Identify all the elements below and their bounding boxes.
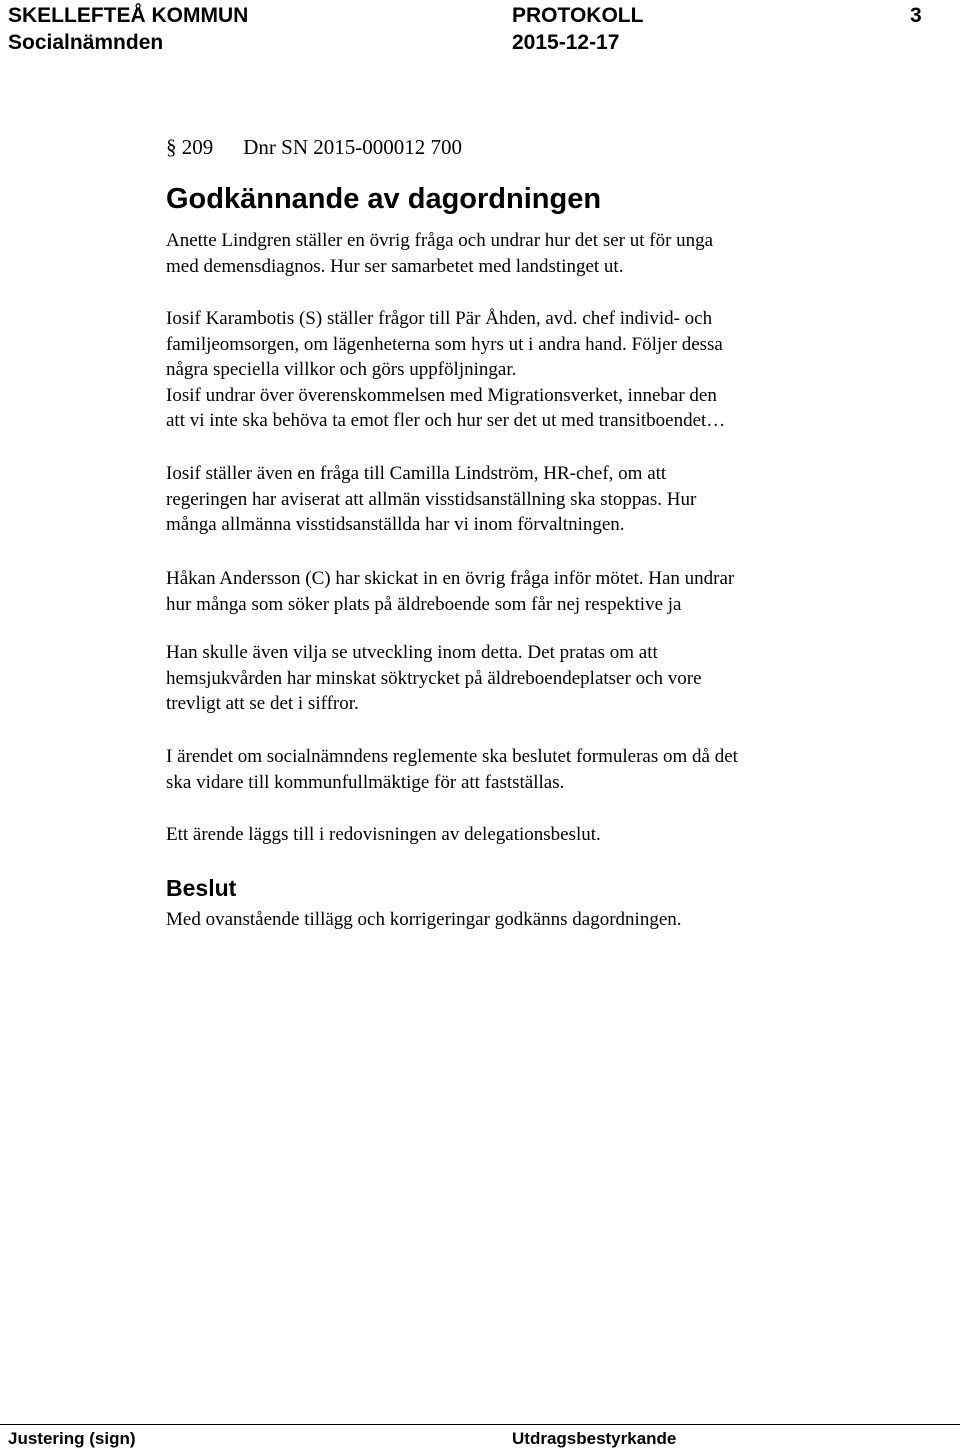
text-line: regeringen har aviserat att allmän visstidsanställning ska stoppas. Hur [166, 488, 697, 510]
footer-divider [0, 1424, 960, 1425]
paragraph-5 [166, 640, 866, 717]
text-line: Han skulle även vilja se utveckling inom detta. Det pratas om att [166, 642, 658, 663]
document-type: PROTOKOLL [512, 4, 644, 27]
page-number: 3 [910, 4, 922, 27]
text-line: hemsjukvården har minskat söktrycket på äldreboendeplatser och vore [166, 667, 702, 689]
text-line: att vi inte ska behöva ta emot fler och hur ser det ut med transitboendet… [166, 410, 726, 432]
justering-signature-label: Justering (sign) [8, 1429, 136, 1448]
meeting-date: 2015-12-17 [512, 31, 620, 54]
text-line: Iosif ställer även en fråga till Camilla Lindström, HR-chef, om att [166, 463, 667, 484]
paragraph-3 [166, 461, 866, 538]
decision-heading: Beslut [166, 875, 237, 901]
text-line: hur många som söker plats på äldreboende som får nej respektive ja [166, 593, 682, 615]
text-line: Ett ärende läggs till i redovisningen av delegationsbeslut. [166, 824, 601, 845]
paragraph-2 [166, 306, 866, 434]
page-title: Godkännande av dagordningen [166, 183, 602, 215]
paragraph-number: § 209 [166, 135, 214, 159]
paragraph-4 [166, 566, 866, 617]
decision-text: Med ovanstående tillägg och korrigeringar godkänns dagordningen. [166, 909, 682, 930]
text-line: Anette Lindgren ställer en övrig fråga och undrar hur det ser ut för unga [166, 230, 714, 251]
text-line: några speciella villkor och görs uppföljningar. [166, 359, 517, 381]
text-line: Iosif Karambotis (S) ställer frågor till Pär Åhden, avd. chef individ- och [166, 308, 713, 329]
text-line: I ärendet om socialnämndens reglemente ska beslutet formuleras om då det [166, 746, 738, 767]
text-line: familjeomsorgen, om lägenheterna som hyrs ut i andra hand. Följer dessa [166, 333, 723, 355]
text-line: med demensdiagnos. Hur ser samarbetet med landstinget ut. [166, 255, 624, 277]
paragraph-6 [166, 744, 866, 795]
decision-text-block [166, 907, 866, 933]
text-line: många allmänna visstidsanställda har vi inom förvaltningen. [166, 514, 625, 536]
text-line: Håkan Andersson (C) har skickat in en övrig fråga inför mötet. Han undrar [166, 568, 735, 589]
paragraph-reference [166, 134, 462, 160]
text-line: trevligt att se det i siffror. [166, 693, 359, 715]
diary-number: Dnr SN 2015-000012 700 [243, 135, 462, 159]
text-line: Iosif undrar över överenskommelsen med Migrationsverket, innebar den [166, 384, 717, 406]
paragraph-1 [166, 228, 866, 279]
utdragsbestyrkande-label: Utdragsbestyrkande [512, 1429, 677, 1448]
municipality-name: SKELLEFTEÅ KOMMUN [8, 4, 249, 27]
text-line: ska vidare till kommunfullmäktige för att fastställas. [166, 771, 565, 793]
paragraph-7 [166, 822, 866, 848]
board-name: Socialnämnden [8, 31, 164, 54]
